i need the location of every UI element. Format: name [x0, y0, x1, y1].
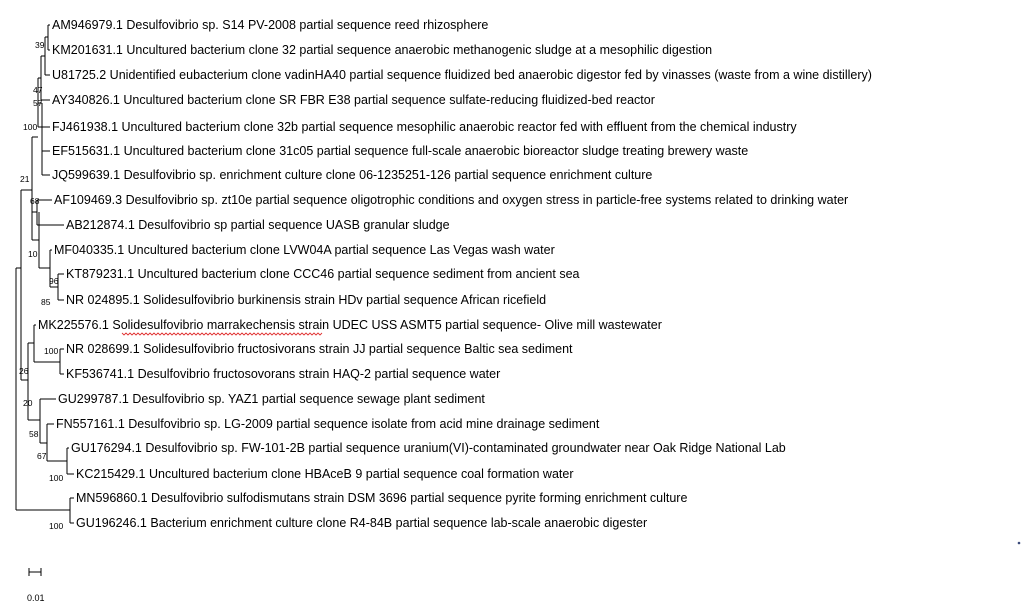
leaf-label: JQ599639.1 Desulfovibrio sp. enrichment culture clone 06-1235251-126 partial sequence enrichment culture	[52, 168, 653, 182]
bootstrap-value: 100	[44, 346, 59, 356]
scale-bar	[27, 568, 45, 603]
leaf-label: AY340826.1 Uncultured bacterium clone SR FBR E38 partial sequence sulfate-reducing fluidized-bed reactor	[52, 93, 655, 107]
leaf-label: MF040335.1 Uncultured bacterium clone LVW04A partial sequence Las Vegas wash water	[54, 243, 555, 257]
bootstrap-value: 100	[49, 473, 64, 483]
stray-dot	[1018, 542, 1021, 545]
bootstrap-value: 10	[28, 249, 38, 259]
bootstrap-value: 20	[23, 398, 33, 408]
leaf-label: EF515631.1 Uncultured bacterium clone 31c05 partial sequence full-scale anaerobic bioreactor sludge treating brewery waste	[52, 144, 749, 158]
leaf-label: GU176294.1 Desulfovibrio sp. FW-101-2B partial sequence uranium(VI)-contaminated groundwater near Oak Ridge National Lab	[71, 441, 786, 455]
leaf-label: MN596860.1 Desulfovibrio sulfodismutans strain DSM 3696 partial sequence pyrite forming enrichment culture	[76, 491, 688, 505]
bootstrap-value: 100	[49, 521, 64, 531]
bootstrap-value: 96	[49, 276, 59, 286]
bootstrap-value: 58	[29, 429, 39, 439]
leaf-label: AF109469.3 Desulfovibrio sp. zt10e partial sequence oligotrophic conditions and oxygen stress in particle-free systems related to drinking water	[54, 193, 849, 207]
leaf-label: NR 028699.1 Solidesulfovibrio fructosivorans strain JJ partial sequence Baltic sea sediment	[66, 342, 573, 356]
leaf-label: FJ461938.1 Uncultured bacterium clone 32b partial sequence mesophilic anaerobic reactor fed with effluent from the chemical industry	[52, 120, 797, 134]
leaf-label: GU299787.1 Desulfovibrio sp. YAZ1 partial sequence sewage plant sediment	[58, 392, 485, 406]
bootstrap-value: 47	[33, 85, 43, 95]
spellcheck-underline	[122, 333, 322, 335]
leaf-label: FN557161.1 Desulfovibrio sp. LG-2009 partial sequence isolate from acid mine drainage sediment	[56, 417, 600, 431]
leaf-label: AM946979.1 Desulfovibrio sp. S14 PV-2008 partial sequence reed rhizosphere	[52, 18, 489, 32]
bootstrap-value: 21	[20, 174, 30, 184]
leaf-label: NR 024895.1 Solidesulfovibrio burkinensis strain HDv partial sequence African ricefield	[66, 293, 547, 307]
scale-bar-label: 0.01	[27, 593, 45, 603]
leaf-label: KF536741.1 Desulfovibrio fructosovorans strain HAQ-2 partial sequence water	[66, 367, 501, 381]
bootstrap-value: 67	[37, 451, 47, 461]
bootstrap-value: 100	[23, 122, 38, 132]
leaf-label: AB212874.1 Desulfovibrio sp partial sequence UASB granular sludge	[66, 218, 450, 232]
bootstrap-value: 85	[41, 297, 51, 307]
leaf-label: MK225576.1 Solidesulfovibrio marrakechensis strain UDEC USS ASMT5 partial sequence- Olive mill wastewater	[38, 318, 662, 332]
leaf-label: KT879231.1 Uncultured bacterium clone CCC46 partial sequence sediment from ancient sea	[66, 267, 580, 281]
leaf-label: U81725.2 Unidentified eubacterium clone vadinHA40 partial sequence fluidized bed anaerobic digestor fed by vinasses (waste from a wine distillery)	[52, 68, 872, 82]
leaf-label: KM201631.1 Uncultured bacterium clone 32 partial sequence anaerobic methanogenic sludge at a mesophilic digestion	[52, 43, 713, 57]
bootstrap-values	[19, 40, 63, 531]
bootstrap-value: 39	[35, 40, 45, 50]
bootstrap-value: 26	[19, 366, 29, 376]
leaf-label: GU196246.1 Bacterium enrichment culture clone R4-84B partial sequence lab-scale anaerobic digester	[76, 516, 648, 530]
bootstrap-value: 57	[33, 98, 43, 108]
bootstrap-value: 68	[30, 196, 40, 206]
leaf-label: KC215429.1 Uncultured bacterium clone HBAceB 9 partial sequence coal formation water	[76, 467, 574, 481]
leaf-labels	[38, 18, 872, 530]
